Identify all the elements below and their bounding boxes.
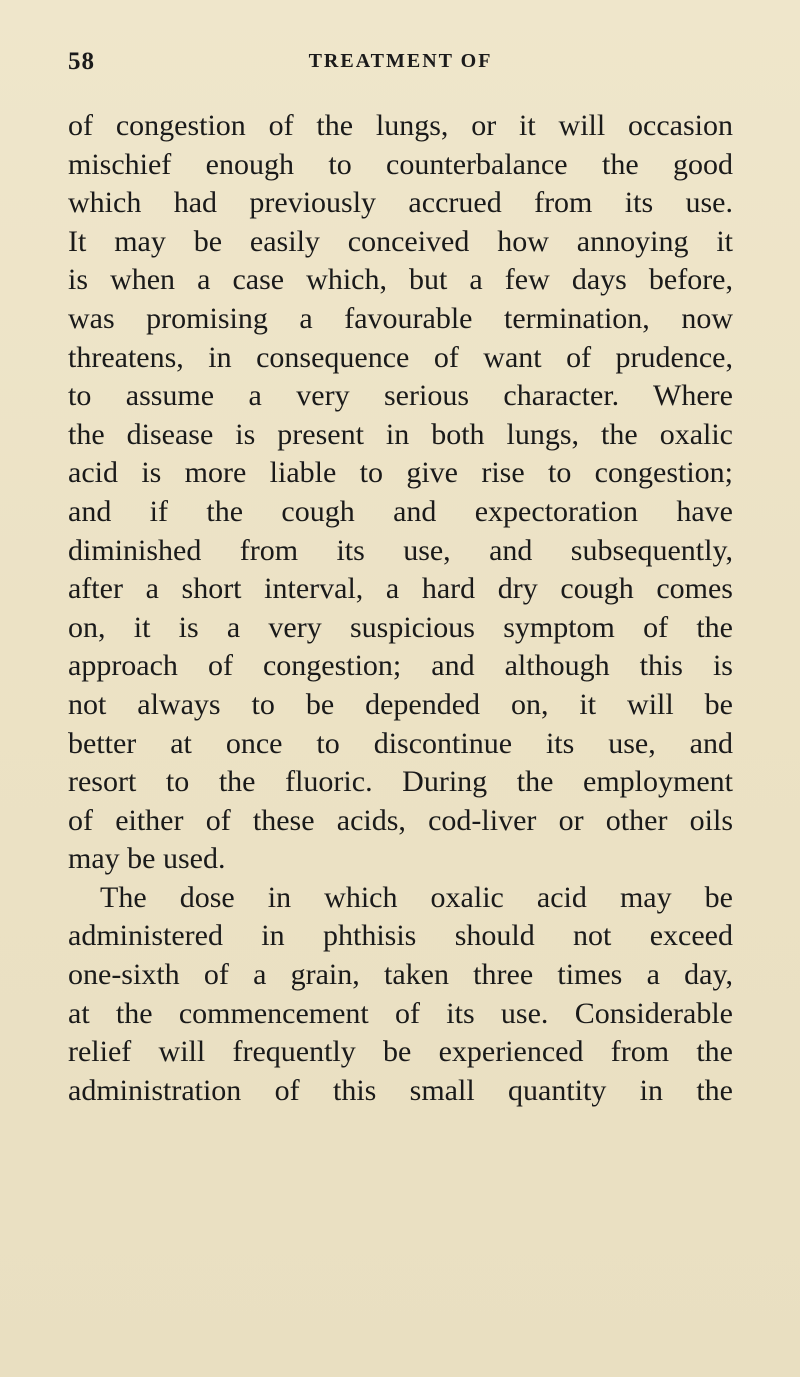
text-line: It may be easily conceived how annoying it	[68, 224, 733, 258]
text-line: to assume a very serious character. Where	[68, 379, 733, 413]
page-header	[68, 48, 733, 88]
text-line: one-sixth of a grain, taken three times a day,	[68, 958, 733, 992]
text-line: better at once to discontinue its use, and	[68, 726, 733, 760]
body-text	[68, 107, 733, 1110]
text-line: The dose in which oxalic acid may be	[100, 880, 733, 914]
text-line: acid is more liable to give rise to congestion;	[68, 456, 733, 490]
text-line: at the commencement of its use. Considerable	[68, 996, 733, 1030]
text-line: and if the cough and expectoration have	[68, 494, 733, 528]
text-line: which had previously accrued from its use.	[68, 186, 733, 220]
text-line: relief will frequently be experienced from the	[68, 1035, 733, 1069]
text-line: resort to the fluoric. During the employment	[68, 765, 733, 799]
text-line: on, it is a very suspicious symptom of the	[68, 610, 733, 644]
text-line: administration of this small quantity in the	[68, 1073, 733, 1107]
text-line: after a short interval, a hard dry cough comes	[68, 572, 733, 606]
text-line: was promising a favourable termination, now	[68, 301, 733, 335]
text-line: of either of these acids, cod-liver or other oils	[68, 803, 733, 837]
text-line: not always to be depended on, it will be	[68, 687, 733, 721]
text-line: mischief enough to counterbalance the good	[68, 147, 733, 181]
text-line: of congestion of the lungs, or it will occasion	[68, 109, 733, 142]
text-line: is when a case which, but a few days before,	[68, 263, 733, 297]
text-line: may be used.	[68, 842, 226, 876]
text-line: the disease is present in both lungs, the oxalic	[68, 417, 733, 451]
text-line: diminished from its use, and subsequently,	[68, 533, 733, 567]
page-number: 58	[68, 48, 95, 75]
running-head: TREATMENT OF	[308, 50, 493, 72]
text-line: threatens, in consequence of want of prudence,	[68, 340, 733, 374]
text-line: administered in phthisis should not exceed	[68, 919, 733, 953]
text-line: approach of congestion; and although this is	[68, 649, 733, 683]
